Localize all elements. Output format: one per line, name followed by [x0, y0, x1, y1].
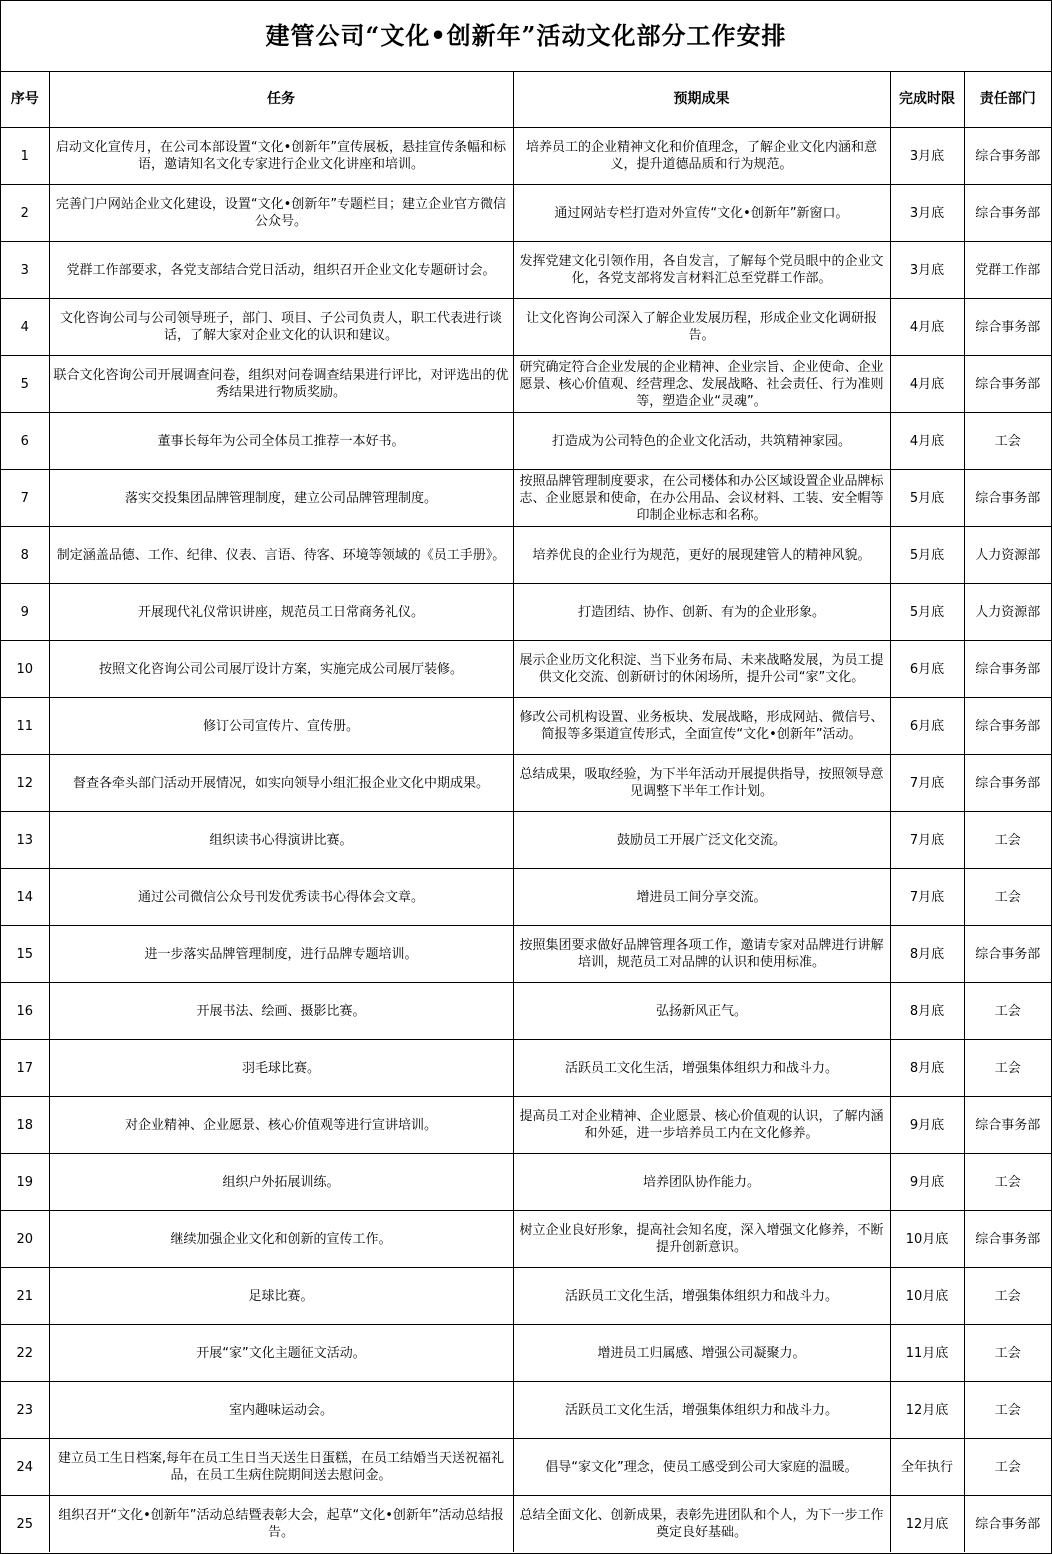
cell-no: 15 [1, 926, 49, 983]
cell-result: 展示企业历文化积淀、当下业务布局、未来战略发展，为员工提供文化交流、创新研讨的休闲场所，提升公司“家”文化。 [513, 641, 890, 698]
table-row [1, 869, 1051, 926]
cell-task: 按照文化咨询公司公司展厅设计方案，实施完成公司展厅装修。 [49, 641, 513, 698]
table-row [1, 641, 1051, 698]
cell-result: 鼓励员工开展广泛文化交流。 [513, 812, 890, 869]
cell-deadline: 12月底 [890, 1496, 964, 1553]
cell-result: 树立企业良好形象，提高社会知名度，深入增强文化修养，不断提升创新意识。 [513, 1211, 890, 1268]
cell-task: 继续加强企业文化和创新的宣传工作。 [49, 1211, 513, 1268]
table-row [1, 983, 1051, 1040]
cell-result: 提高员工对企业精神、企业愿景、核心价值观的认识，了解内涵和外延，进一步培养员工内在文化修养。 [513, 1097, 890, 1154]
cell-task: 组织召开“文化•创新年”活动总结暨表彰大会，起草“文化•创新年”活动总结报告。 [49, 1496, 513, 1553]
cell-task: 通过公司微信公众号刊发优秀读书心得体会文章。 [49, 869, 513, 926]
table-row [1, 1268, 1051, 1325]
cell-no: 8 [1, 527, 49, 584]
cell-dept: 工会 [964, 1439, 1051, 1496]
cell-dept: 工会 [964, 413, 1051, 470]
cell-task: 开展“家”文化主题征文活动。 [49, 1325, 513, 1382]
cell-deadline: 9月底 [890, 1154, 964, 1211]
cell-result: 活跃员工文化生活，增强集体组织力和战斗力。 [513, 1382, 890, 1439]
cell-deadline: 5月底 [890, 584, 964, 641]
cell-dept: 综合事务部 [964, 185, 1051, 242]
cell-task: 修订公司宣传片、宣传册。 [49, 698, 513, 755]
cell-deadline: 6月底 [890, 698, 964, 755]
cell-no: 20 [1, 1211, 49, 1268]
table-row [1, 1097, 1051, 1154]
cell-result: 修改公司机构设置、业务板块、发展战略，形成网站、微信号、简报等多渠道宣传形式，全面宣传“文化•创新年”活动。 [513, 698, 890, 755]
cell-dept: 工会 [964, 1040, 1051, 1097]
cell-task: 文化咨询公司与公司领导班子，部门、项目、子公司负责人，职工代表进行谈话，了解大家对企业文化的认识和建议。 [49, 299, 513, 356]
table-row [1, 1154, 1051, 1211]
cell-no: 18 [1, 1097, 49, 1154]
cell-no: 3 [1, 242, 49, 299]
cell-no: 6 [1, 413, 49, 470]
cell-dept: 人力资源部 [964, 584, 1051, 641]
cell-task: 启动文化宣传月，在公司本部设置“文化•创新年”宣传展板，悬挂宣传条幅和标语，邀请知名文化专家进行企业文化讲座和培训。 [49, 128, 513, 185]
cell-dept: 综合事务部 [964, 356, 1051, 413]
cell-result: 按照集团要求做好品牌管理各项工作，邀请专家对品牌进行讲解培训，规范员工对品牌的认识和使用标准。 [513, 926, 890, 983]
cell-dept: 综合事务部 [964, 128, 1051, 185]
cell-task: 党群工作部要求，各党支部结合党日活动，组织召开企业文化专题研讨会。 [49, 242, 513, 299]
cell-task: 足球比赛。 [49, 1268, 513, 1325]
cell-dept: 综合事务部 [964, 641, 1051, 698]
table-row [1, 1439, 1051, 1496]
cell-no: 9 [1, 584, 49, 641]
cell-task: 董事长每年为公司全体员工推荐一本好书。 [49, 413, 513, 470]
cell-dept: 工会 [964, 1382, 1051, 1439]
cell-deadline: 8月底 [890, 983, 964, 1040]
table-row [1, 812, 1051, 869]
cell-deadline: 8月底 [890, 1040, 964, 1097]
cell-no: 21 [1, 1268, 49, 1325]
cell-deadline: 5月底 [890, 470, 964, 527]
cell-dept: 工会 [964, 1154, 1051, 1211]
table-row [1, 299, 1051, 356]
table-row [1, 470, 1051, 527]
cell-result: 增进员工归属感、增强公司凝聚力。 [513, 1325, 890, 1382]
header-deadline: 完成时限 [890, 72, 964, 128]
cell-task: 联合文化咨询公司开展调查问卷，组织对问卷调查结果进行评比，对评选出的优秀结果进行物质奖励。 [49, 356, 513, 413]
cell-deadline: 7月底 [890, 812, 964, 869]
cell-no: 1 [1, 128, 49, 185]
cell-no: 22 [1, 1325, 49, 1382]
cell-no: 4 [1, 299, 49, 356]
cell-result: 通过网站专栏打造对外宣传“文化•创新年”新窗口。 [513, 185, 890, 242]
cell-dept: 工会 [964, 869, 1051, 926]
cell-dept: 综合事务部 [964, 698, 1051, 755]
table-row [1, 1496, 1051, 1553]
cell-result: 活跃员工文化生活，增强集体组织力和战斗力。 [513, 1040, 890, 1097]
table-row [1, 755, 1051, 812]
cell-no: 7 [1, 470, 49, 527]
cell-dept: 综合事务部 [964, 1097, 1051, 1154]
cell-result: 总结成果，吸取经验，为下半年活动开展提供指导，按照领导意见调整下半年工作计划。 [513, 755, 890, 812]
cell-deadline: 11月底 [890, 1325, 964, 1382]
table-row [1, 527, 1051, 584]
cell-no: 16 [1, 983, 49, 1040]
cell-task: 组织读书心得演讲比赛。 [49, 812, 513, 869]
cell-deadline: 10月底 [890, 1268, 964, 1325]
cell-deadline: 6月底 [890, 641, 964, 698]
cell-no: 17 [1, 1040, 49, 1097]
cell-no: 19 [1, 1154, 49, 1211]
cell-result: 研究确定符合企业发展的企业精神、企业宗旨、企业使命、企业愿景、核心价值观、经营理念、发展战略、社会责任、行为准则等，塑造企业“灵魂”。 [513, 356, 890, 413]
cell-no: 25 [1, 1496, 49, 1553]
cell-no: 12 [1, 755, 49, 812]
table-body [1, 128, 1051, 1553]
cell-task: 室内趣味运动会。 [49, 1382, 513, 1439]
cell-no: 24 [1, 1439, 49, 1496]
cell-dept: 工会 [964, 1268, 1051, 1325]
cell-no: 23 [1, 1382, 49, 1439]
page-title: 建管公司“文化•创新年”活动文化部分工作安排 [1, 1, 1051, 72]
cell-deadline: 全年执行 [890, 1439, 964, 1496]
cell-task: 落实交投集团品牌管理制度，建立公司品牌管理制度。 [49, 470, 513, 527]
cell-task: 进一步落实品牌管理制度，进行品牌专题培训。 [49, 926, 513, 983]
cell-dept: 工会 [964, 983, 1051, 1040]
table-row [1, 926, 1051, 983]
cell-result: 总结全面文化、创新成果，表彰先进团队和个人，为下一步工作奠定良好基础。 [513, 1496, 890, 1553]
cell-deadline: 5月底 [890, 527, 964, 584]
cell-dept: 综合事务部 [964, 299, 1051, 356]
table-row [1, 1211, 1051, 1268]
cell-result: 打造成为公司特色的企业文化活动，共筑精神家园。 [513, 413, 890, 470]
table-row [1, 698, 1051, 755]
cell-result: 发挥党建文化引领作用，各自发言，了解每个党员眼中的企业文化，各党支部将发言材料汇总至党群工作部。 [513, 242, 890, 299]
table-row [1, 1040, 1051, 1097]
cell-no: 14 [1, 869, 49, 926]
cell-no: 2 [1, 185, 49, 242]
cell-result: 倡导“家文化”理念，使员工感受到公司大家庭的温暖。 [513, 1439, 890, 1496]
cell-dept: 综合事务部 [964, 1496, 1051, 1553]
header-dept: 责任部门 [964, 72, 1051, 128]
table-row [1, 128, 1051, 185]
cell-deadline: 7月底 [890, 755, 964, 812]
table-row [1, 584, 1051, 641]
cell-result: 按照品牌管理制度要求，在公司楼体和办公区域设置企业品牌标志、企业愿景和使命，在办公用品、会议材料、工装、安全帽等印制企业标志和名称。 [513, 470, 890, 527]
cell-dept: 综合事务部 [964, 926, 1051, 983]
cell-dept: 人力资源部 [964, 527, 1051, 584]
cell-task: 开展现代礼仪常识讲座，规范员工日常商务礼仪。 [49, 584, 513, 641]
cell-deadline: 12月底 [890, 1382, 964, 1439]
cell-task: 完善门户网站企业文化建设，设置“文化•创新年”专题栏目；建立企业官方微信公众号。 [49, 185, 513, 242]
cell-task: 对企业精神、企业愿景、核心价值观等进行宣讲培训。 [49, 1097, 513, 1154]
cell-deadline: 9月底 [890, 1097, 964, 1154]
cell-deadline: 3月底 [890, 128, 964, 185]
cell-dept: 综合事务部 [964, 470, 1051, 527]
cell-deadline: 10月底 [890, 1211, 964, 1268]
cell-result: 增进员工间分享交流。 [513, 869, 890, 926]
cell-dept: 工会 [964, 812, 1051, 869]
work-plan-table [1, 72, 1051, 1552]
cell-result: 培养优良的企业行为规范，更好的展现建管人的精神风貌。 [513, 527, 890, 584]
cell-dept: 工会 [964, 1325, 1051, 1382]
cell-deadline: 3月底 [890, 185, 964, 242]
cell-result: 活跃员工文化生活，增强集体组织力和战斗力。 [513, 1268, 890, 1325]
cell-result: 培养团队协作能力。 [513, 1154, 890, 1211]
cell-task: 建立员工生日档案,每年在员工生日当天送生日蛋糕，在员工结婚当天送祝福礼品，在员工生病住院期间送去慰问金。 [49, 1439, 513, 1496]
header-task: 任务 [49, 72, 513, 128]
cell-dept: 党群工作部 [964, 242, 1051, 299]
cell-deadline: 4月底 [890, 413, 964, 470]
header-result: 预期成果 [513, 72, 890, 128]
cell-deadline: 3月底 [890, 242, 964, 299]
cell-deadline: 4月底 [890, 356, 964, 413]
cell-task: 羽毛球比赛。 [49, 1040, 513, 1097]
cell-no: 10 [1, 641, 49, 698]
header-no: 序号 [1, 72, 49, 128]
cell-task: 制定涵盖品德、工作、纪律、仪表、言语、待客、环境等领域的《员工手册》。 [49, 527, 513, 584]
cell-no: 5 [1, 356, 49, 413]
cell-deadline: 4月底 [890, 299, 964, 356]
cell-result: 弘扬新风正气。 [513, 983, 890, 1040]
header-row [1, 72, 1051, 128]
table-row [1, 242, 1051, 299]
table-row [1, 413, 1051, 470]
cell-result: 让文化咨询公司深入了解企业发展历程，形成企业文化调研报告。 [513, 299, 890, 356]
cell-no: 11 [1, 698, 49, 755]
cell-task: 督查各牵头部门活动开展情况，如实向领导小组汇报企业文化中期成果。 [49, 755, 513, 812]
table-row [1, 1325, 1051, 1382]
cell-deadline: 7月底 [890, 869, 964, 926]
table-row [1, 1382, 1051, 1439]
cell-dept: 综合事务部 [964, 1211, 1051, 1268]
table-row [1, 356, 1051, 413]
cell-dept: 综合事务部 [964, 755, 1051, 812]
cell-task: 组织户外拓展训练。 [49, 1154, 513, 1211]
cell-no: 13 [1, 812, 49, 869]
cell-result: 培养员工的企业精神文化和价值理念，了解企业文化内涵和意义，提升道德品质和行为规范。 [513, 128, 890, 185]
cell-result: 打造团结、协作、创新、有为的企业形象。 [513, 584, 890, 641]
cell-deadline: 8月底 [890, 926, 964, 983]
table-row [1, 185, 1051, 242]
cell-task: 开展书法、绘画、摄影比赛。 [49, 983, 513, 1040]
